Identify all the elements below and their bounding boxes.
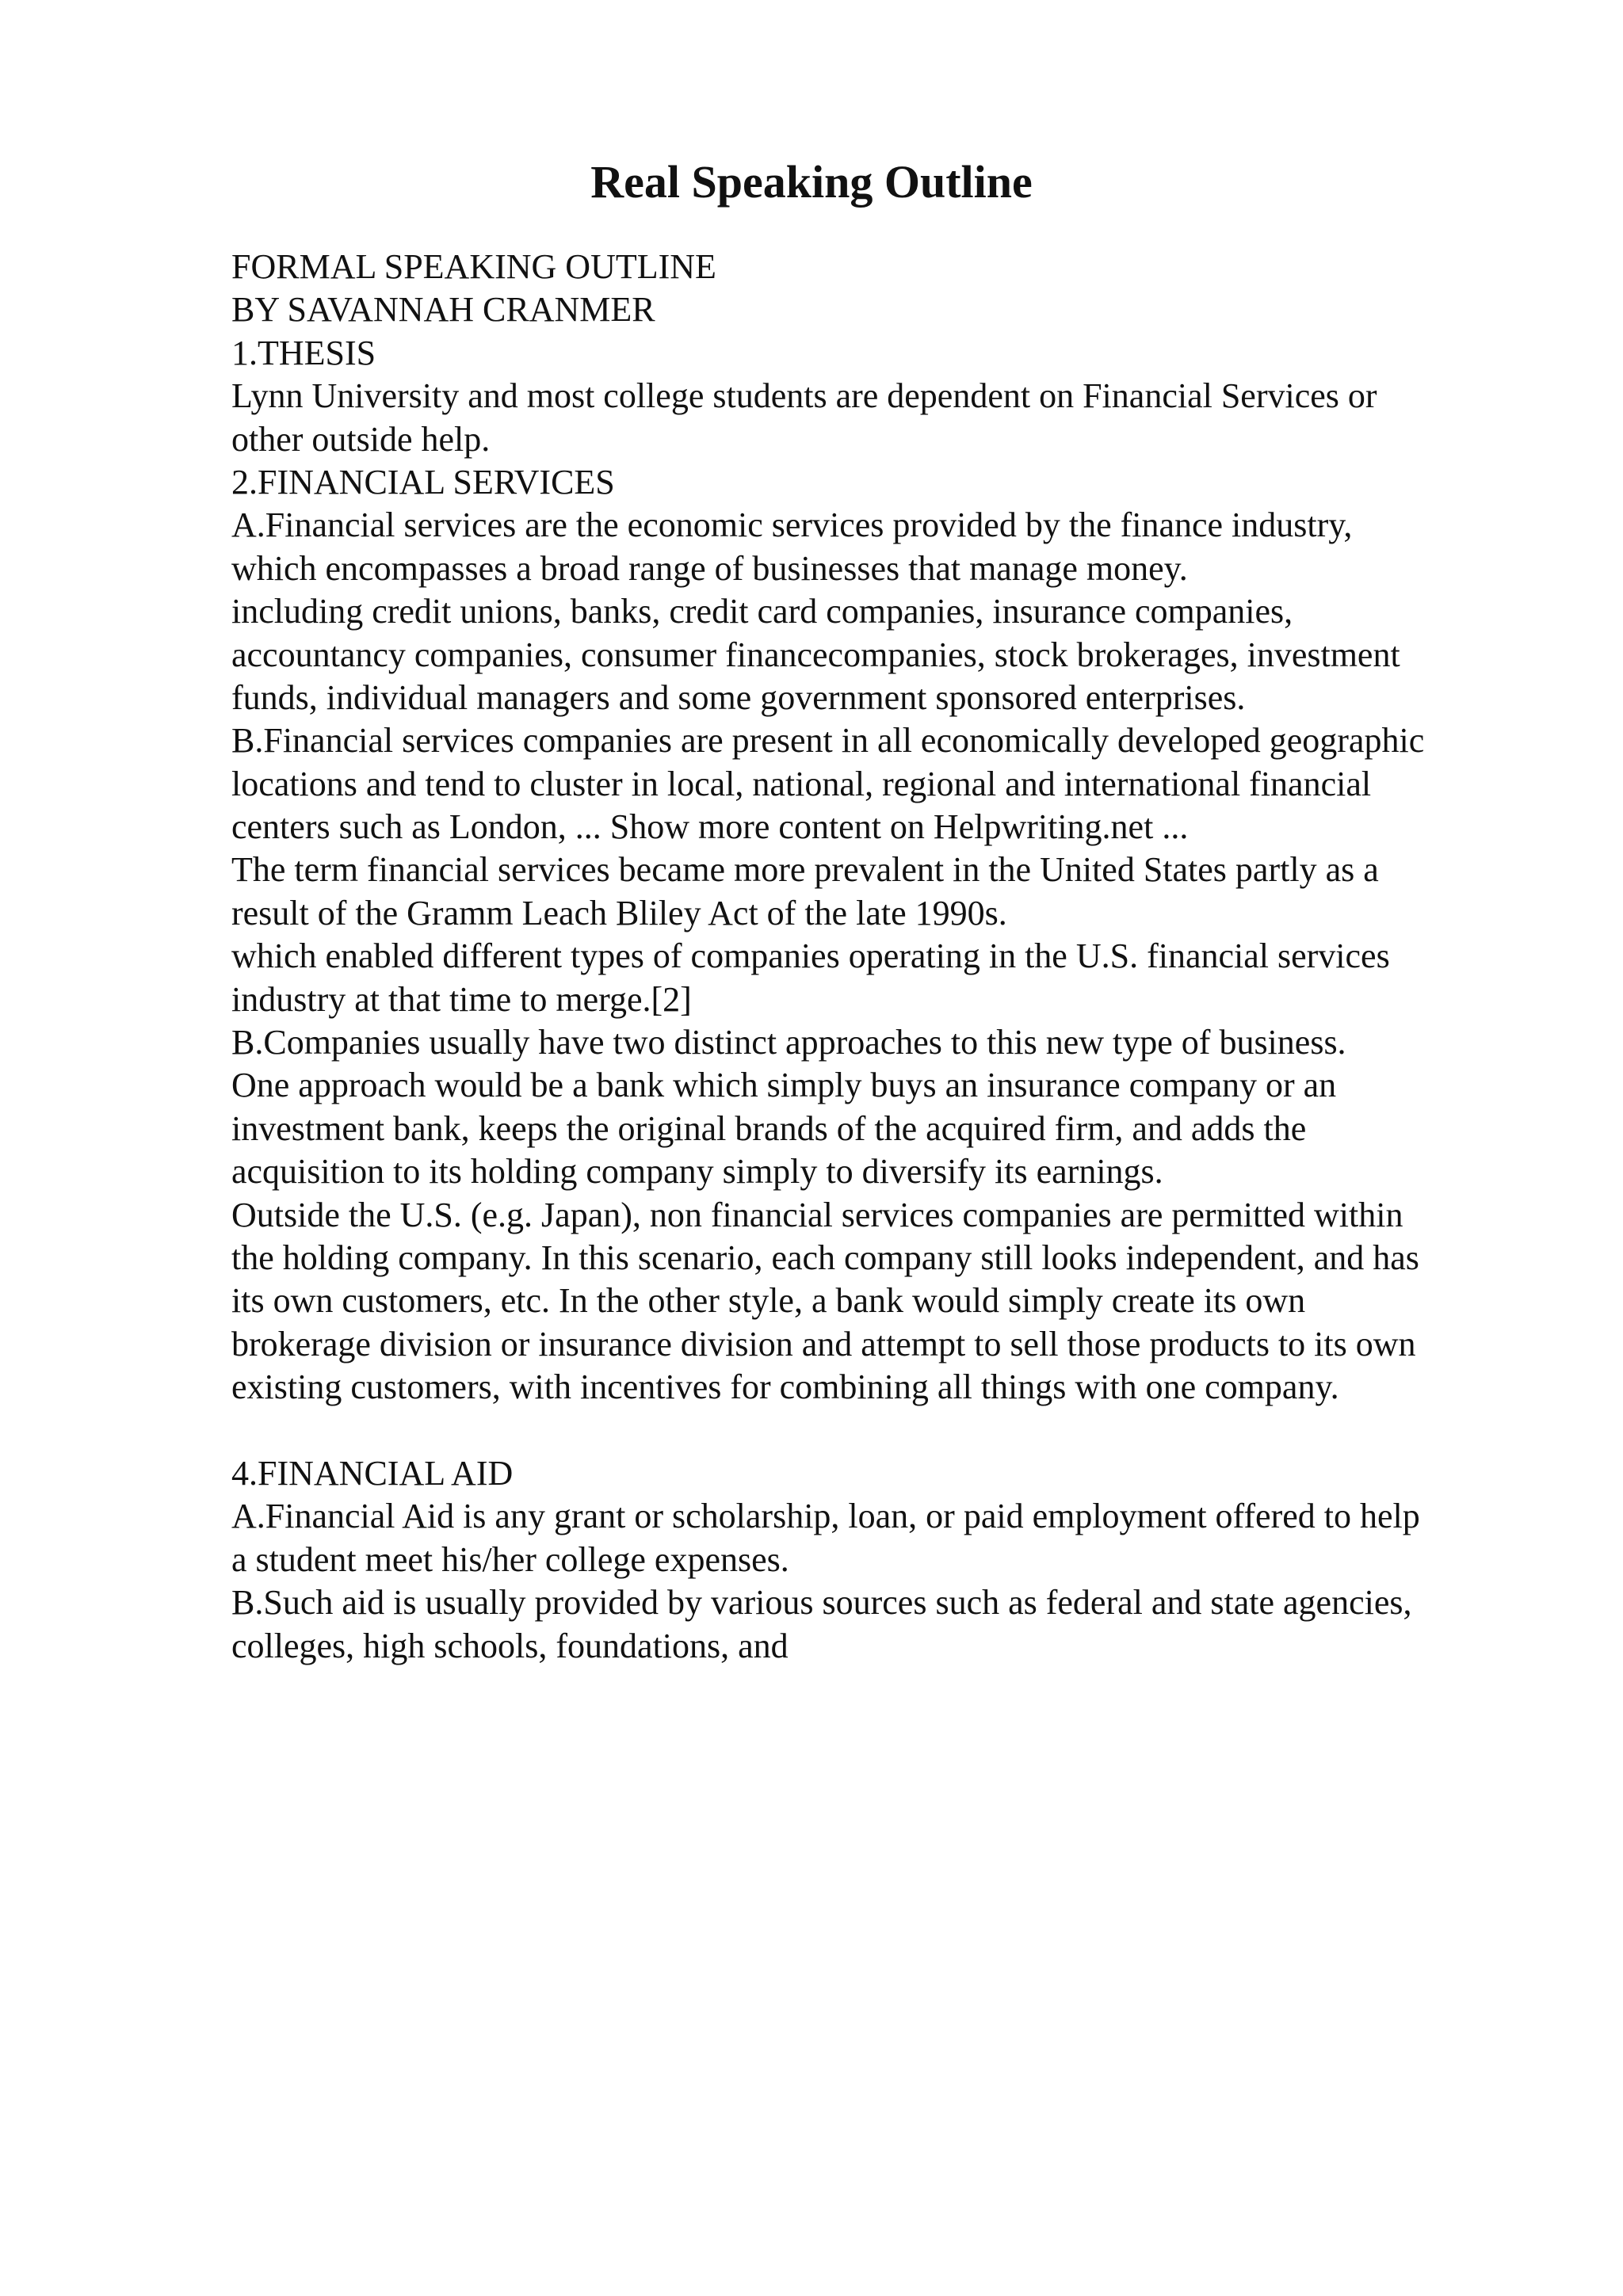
- document-title: Real Speaking Outline: [590, 156, 1033, 208]
- text-line: existing customers, with incentives for combining all things with one company.: [231, 1367, 1339, 1407]
- text-line: including credit unions, banks, credit card companies, insurance companies,: [231, 592, 1293, 631]
- text-line: result of the Gramm Leach Bliley Act of the late 1990s.: [231, 893, 1007, 933]
- document-body: [231, 246, 1515, 1668]
- text-line: brokerage division or insurance division and attempt to sell those products to its own: [231, 1324, 1416, 1363]
- text-line: The term financial services became more prevalent in the United States partly as a: [231, 850, 1379, 890]
- text-line: FORMAL SPEAKING OUTLINE: [231, 247, 716, 286]
- text-line: which encompasses a broad range of businesses that manage money.: [231, 548, 1188, 588]
- text-line: B.Such aid is usually provided by various sources such as federal and state agencies,: [231, 1583, 1412, 1623]
- text-line: B.Companies usually have two distinct approaches to this new type of business.: [231, 1023, 1346, 1062]
- text-line: accountancy companies, consumer financecompanies, stock brokerages, investment: [231, 635, 1400, 674]
- text-line: BY SAVANNAH CRANMER: [231, 290, 655, 330]
- text-line: investment bank, keeps the original brands of the acquired firm, and adds the: [231, 1108, 1307, 1148]
- text-line: B.Financial services companies are present in all economically developed geographic: [231, 721, 1425, 761]
- text-line: centers such as London, ... Show more content on Helpwriting.net ...: [231, 807, 1189, 847]
- text-line: A.Financial services are the economic services provided by the finance industry,: [231, 505, 1353, 545]
- text-line: a student meet his/her college expenses.: [231, 1539, 789, 1579]
- text-line: which enabled different types of companies operating in the U.S. financial services: [231, 936, 1390, 976]
- text-line: funds, individual managers and some government sponsored enterprises.: [231, 677, 1246, 717]
- text-line: 2.FINANCIAL SERVICES: [231, 462, 615, 502]
- text-line: its own customers, etc. In the other style, a bank would simply create its own: [231, 1281, 1306, 1321]
- text-line: the holding company. In this scenario, each company still looks independent, and has: [231, 1238, 1419, 1277]
- text-line: A.Financial Aid is any grant or scholarship, loan, or paid employment offered to help: [231, 1497, 1420, 1536]
- text-line: other outside help.: [231, 419, 491, 459]
- text-line: locations and tend to cluster in local, national, regional and international financial: [231, 764, 1372, 803]
- text-line: 4.FINANCIAL AID: [231, 1453, 514, 1493]
- text-line: One approach would be a bank which simply buys an insurance company or an: [231, 1066, 1337, 1105]
- text-line: industry at that time to merge.[2]: [231, 979, 692, 1019]
- text-line: 1.THESIS: [231, 333, 376, 372]
- text-line: Lynn University and most college students are dependent on Financial Services or: [231, 376, 1377, 416]
- text-line: Outside the U.S. (e.g. Japan), non financial services companies are permitted within: [231, 1195, 1403, 1234]
- text-line: colleges, high schools, foundations, and: [231, 1626, 789, 1665]
- blank-line: [231, 1409, 1515, 1452]
- text-line: acquisition to its holding company simply to diversify its earnings.: [231, 1152, 1163, 1192]
